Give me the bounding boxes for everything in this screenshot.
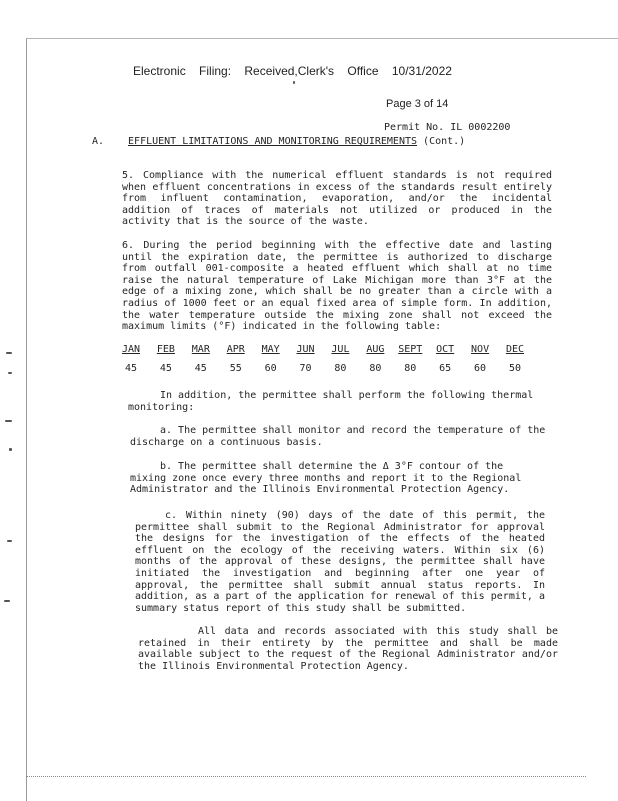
month-header: JUL: [331, 344, 350, 355]
temperature-value: 60: [264, 362, 277, 374]
paragraph-5: 5. Compliance with the numerical effluent standards is not required when effluent concentrations in excess of the standards result entirely from influent contamination, evaporation, and/or the incidental addition of traces of materials not utilized or produced in the activity that is the source of the waste.: [122, 170, 552, 228]
section-title: EFFLUENT LIMITATIONS AND MONITORING REQUIREMENTS: [128, 136, 418, 147]
temperature-value: 80: [334, 362, 347, 374]
month-header-row: [114, 344, 532, 356]
scanned-page-border: [26, 38, 618, 801]
temperature-limits-table: [114, 344, 532, 374]
section-suffix: (Cont.): [423, 136, 466, 147]
filing-label-electronic: Electronic: [133, 64, 186, 78]
temperature-value: 45: [124, 362, 138, 374]
month-header: FEB: [156, 344, 175, 355]
section-letter: A.: [92, 136, 105, 147]
temperature-value: 55: [229, 362, 242, 374]
month-header: DEC: [505, 344, 524, 355]
temperature-value: 50: [508, 362, 521, 374]
scan-speck: [7, 540, 12, 542]
thermal-monitoring-intro: In addition, the permittee shall perform the following thermal monitoring:: [128, 390, 534, 413]
permit-number: Permit No. IL 0002200: [384, 122, 511, 133]
month-header: MAR: [191, 344, 210, 355]
temperature-value: 80: [369, 362, 382, 374]
monitoring-item-c: c. Within ninety (90) days of the date of this permit, the permittee shall submit to the Regional Administrator for approval the designs for the investigation of the effects of the heated effluent on the ecology of the receiving waters. Within six (6) months of the approval of these designs, the permittee shall have initiated the investigation and beginning after one year of approval, the permittee shall submit annual status reports. In addition, as a part of the application for renewal of this permit, a summary status report of this study shall be submitted.: [135, 510, 545, 614]
paragraph-6: 6. During the period beginning with the effective date and lasting until the expiration date, the permittee is authorized to discharge from outfall 001-composite a heated effluent which shall at no time raise the natural temperature of Lake Michigan more than 3°F at the edge of a mixing zone, which shall be no greater than a circle with a radius of 1000 feet or an equal fixed area of simple form. In addition, the water temperature outside the mixing zone shall not exceed the maximum limits (°F) indicated in the following table:: [122, 240, 552, 333]
scan-speck: [293, 81, 295, 84]
monitoring-item-a: a. The permittee shall monitor and record the temperature of the discharge on a continuous basis.: [130, 425, 546, 448]
temperature-value: 60: [474, 362, 487, 374]
filing-label-office: Office: [347, 64, 379, 78]
scan-bottom-edge: [26, 776, 586, 783]
month-header: APR: [226, 344, 245, 355]
month-header: SEPT: [398, 344, 423, 355]
temperature-value: 45: [159, 362, 172, 374]
section-heading: [92, 136, 465, 148]
month-header: MAY: [261, 344, 280, 355]
scan-speck: [4, 600, 10, 602]
electronic-filing-stamp: [133, 64, 462, 78]
month-header: NOV: [471, 344, 490, 355]
scan-speck: [6, 352, 12, 354]
month-header: JUN: [296, 344, 315, 355]
month-header: OCT: [436, 344, 455, 355]
filing-label-filing: Filing:: [199, 64, 232, 78]
scan-speck: [5, 420, 12, 422]
filing-date: 10/31/2022: [391, 64, 452, 78]
temperature-value: 45: [194, 362, 207, 374]
temperature-value: 65: [439, 362, 452, 374]
page-number: Page 3 of 14: [386, 98, 449, 110]
temperature-value: 70: [299, 362, 312, 374]
scan-speck: [8, 372, 12, 374]
temperature-value-row: [114, 363, 532, 375]
month-header: JAN: [121, 344, 141, 355]
closing-paragraph: All data and records associated with this study shall be retained in their entirety by the permittee and shall be made available subject to the request of the Regional Administrator and/or the Illinois Environmental Protection Agency.: [138, 626, 558, 672]
scan-speck: [9, 448, 12, 451]
month-header: AUG: [366, 344, 385, 355]
filing-label-received: Received,Clerk's: [244, 64, 335, 78]
temperature-value: 80: [404, 362, 417, 374]
monitoring-item-b: b. The permittee shall determine the Δ 3°F contour of the mixing zone once every three months and report it to the Regional Administrator and the Illinois Environmental Protection Agency.: [130, 461, 522, 496]
